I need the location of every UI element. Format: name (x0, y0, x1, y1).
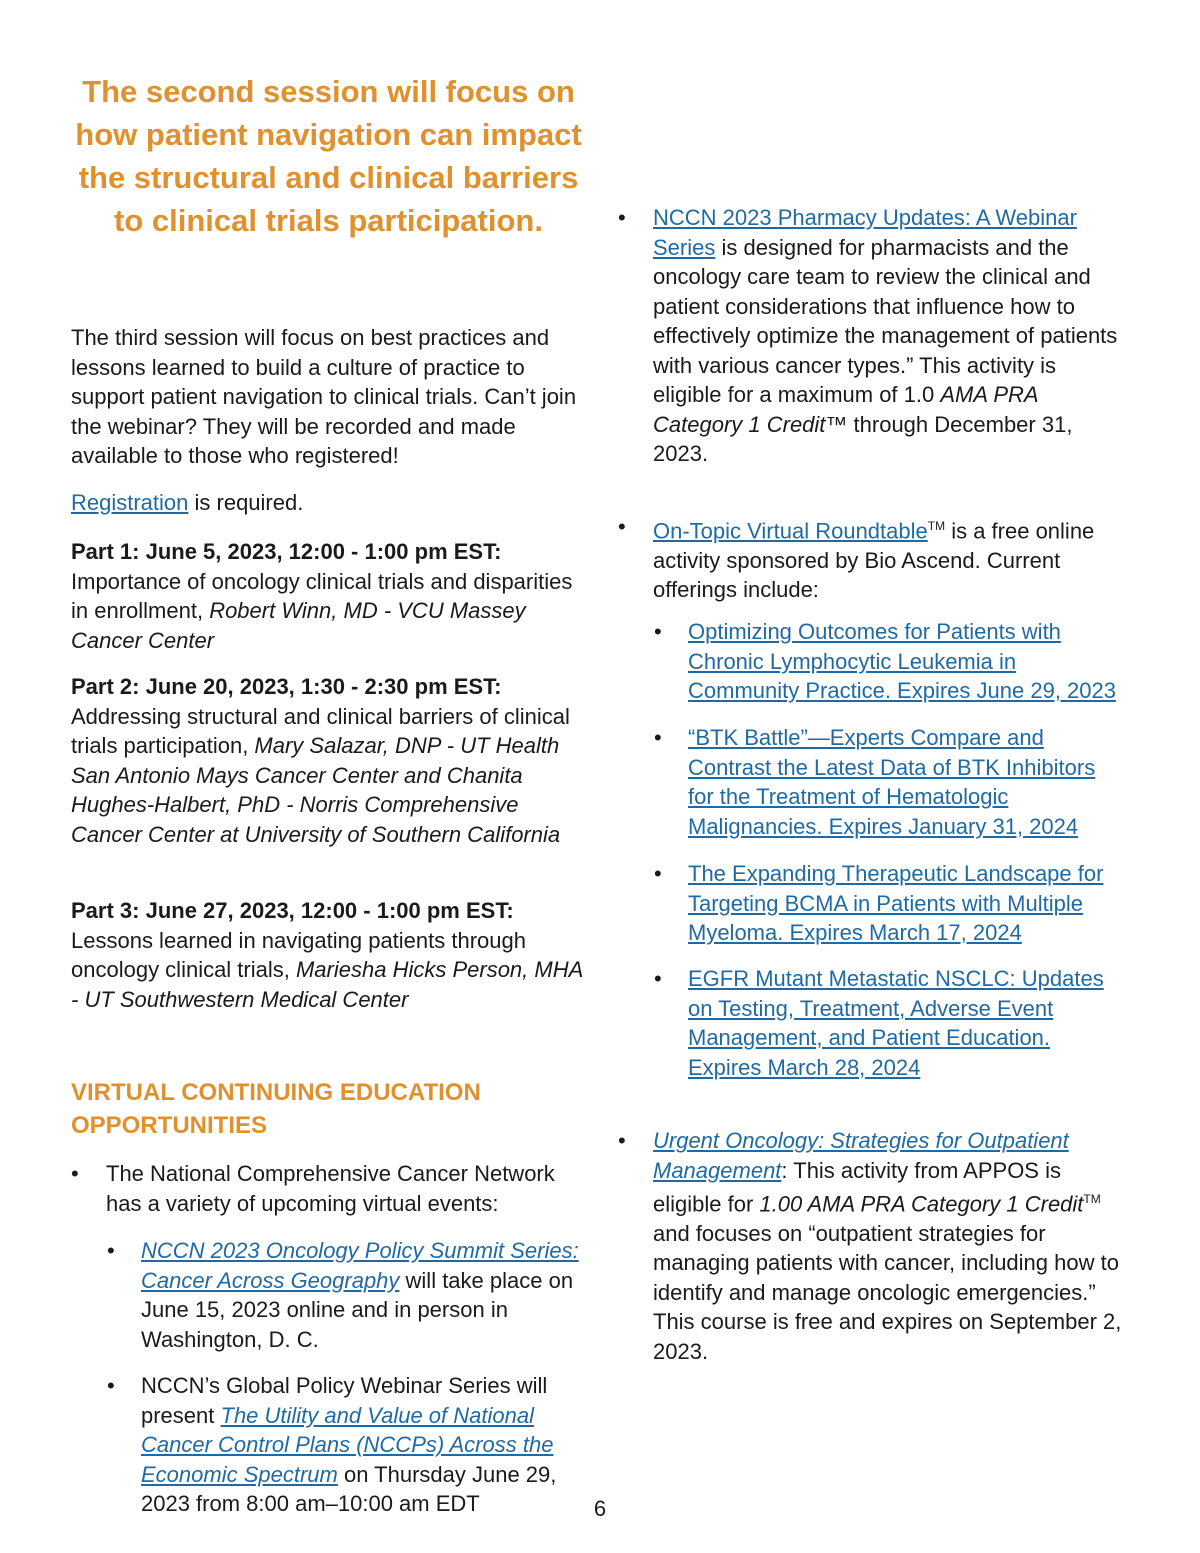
part-1-text: Importance of oncology clinical trials and disparities in enrollment, (71, 568, 573, 623)
list-item-urgent (618, 1126, 1123, 1366)
part-2 (71, 672, 586, 849)
urgent-rest-1: : This activity from APPOS is eligible for (653, 1157, 1061, 1217)
trademark-mark: TM (927, 519, 946, 533)
offering-item (654, 617, 1133, 706)
part-1-speakers: Robert Winn, MD - VCU Massey Cancer Center (71, 598, 526, 653)
list-item-pharmacy (618, 203, 1128, 469)
pharmacy-credit: AMA PRA Category 1 Credit™ (653, 382, 1038, 437)
global-rest: on Thursday June 29, 2023 from 8:00 am–10:00 am EDT (141, 1461, 557, 1516)
global-clip (141, 1400, 581, 1460)
urgent-link[interactable]: Urgent Oncology: Strategies for Outpatient Management (653, 1128, 1069, 1183)
offering-link-btk[interactable]: “BTK Battle”—Experts Compare and Contrast the Latest Data of BTK Inhibitors for the Treatment of Hematologic Malignancies. Expires January 31, 2024 (688, 725, 1096, 839)
pharmacy-link[interactable]: NCCN 2023 Pharmacy Updates: A Webinar Series (653, 205, 1077, 260)
part-2-speakers: Mary Salazar, DNP - UT Health San Antonio Mays Cancer Center and Chanita Hughes-Halbert, PhD - Norris Comprehensive Cancer Center at University of Southern California (71, 733, 561, 847)
bullet-icon: • (107, 1373, 115, 1398)
offering-link-cll[interactable]: Optimizing Outcomes for Patients with Chronic Lymphocytic Leukemia in Community Practice. Expires June 29, 2023 (688, 619, 1116, 703)
pull-quote: The second session will focus on how patient navigation can impact the structural and clinical barriers to clinical trials participation. (75, 74, 582, 238)
section-heading: VIRTUAL CONTINUING EDUCATION OPPORTUNITIES (71, 1079, 481, 1139)
bullet-icon: • (654, 966, 662, 991)
third-session-paragraph: The third session will focus on best practices and lessons learned to build a culture of practice to support patient navigation to clinical trials. Can’t join the webinar? They will be recorded and made available to those who registered! (71, 325, 577, 468)
list-item-nccn (71, 1159, 586, 1218)
trademark-mark: TM (1083, 1192, 1101, 1206)
bullet-icon: • (654, 619, 662, 644)
urgent-credit: 1.00 AMA PRA Category 1 Credit (759, 1191, 1084, 1217)
registration-link[interactable]: Registration (71, 490, 189, 515)
offering-item (654, 859, 1118, 948)
offering-item (654, 723, 1118, 841)
part-2-text: Addressing structural and clinical barriers of clinical trials participation, (71, 703, 570, 758)
offering-link-egfr[interactable]: EGFR Mutant Metastatic NSCLC: Updates on Testing, Treatment, Adverse Event Management, and Patient Education. Expires March 28, 2024 (688, 966, 1104, 1080)
page-number: 6 (593, 1496, 607, 1521)
summit-rest: will take place on June 15, 2023 online and in person in Washington, D. C. (141, 1267, 574, 1352)
part-3-text: Lessons learned in navigating patients through oncology clinical trials, (71, 927, 526, 982)
registration-line (71, 488, 303, 518)
global-pre: NCCN’s Global Policy Webinar Series will present (141, 1373, 548, 1428)
list-item-summit (107, 1236, 581, 1354)
bullet-icon: • (618, 1128, 626, 1153)
part-2-heading: Part 2: June 20, 2023, 1:30 - 2:30 pm EST: (71, 674, 502, 699)
bullet-icon: • (71, 1161, 79, 1186)
pharmacy-rest: is designed for pharmacists and the oncology care team to review the clinical and patient considerations that influence how to effectively optimize the management of patients with various cancer types.” This activity is eligible for a maximum of 1.0 (653, 234, 1118, 407)
part-3-heading: Part 3: June 27, 2023, 12:00 - 1:00 pm EST: (71, 898, 514, 923)
nccn-intro: The National Comprehensive Cancer Network has a variety of upcoming virtual events: (106, 1161, 555, 1216)
part-1-heading: Part 1: June 5, 2023, 12:00 - 1:00 pm EST: (71, 539, 502, 564)
nccp-link[interactable]: The Utility and Value of National Cancer Control Plans (NCCPs) Across the Economic Spectrum (141, 1402, 554, 1487)
pharmacy-tail: through December 31, 2023. (653, 411, 1073, 466)
bullet-icon: • (107, 1238, 115, 1263)
roundtable-rest: is a free online activity sponsored by Bio Ascend. Current offerings include: (653, 518, 1095, 603)
part-1 (71, 537, 586, 655)
urgent-rest-2: and focuses on “outpatient strategies for managing patients with cancer, including how to identify and manage oncologic emergencies.” This course is free and expires on September 2, 2023. (653, 1220, 1122, 1364)
bullet-icon: • (654, 861, 662, 886)
list-item-roundtable (618, 512, 1128, 605)
registration-rest: is required. (188, 490, 304, 515)
bullet-icon: • (618, 514, 626, 539)
offering-link-bcma[interactable]: The Expanding Therapeutic Landscape for Targeting BCMA in Patients with Multiple Myeloma. Expires March 17, 2024 (688, 861, 1104, 945)
bullet-icon: • (618, 205, 626, 230)
part-3 (71, 896, 586, 1014)
bullet-icon: • (654, 725, 662, 750)
offering-item (654, 964, 1118, 1082)
roundtable-link[interactable]: On-Topic Virtual Roundtable (653, 518, 928, 544)
part-3-speakers: Mariesha Hicks Person, MHA - UT Southwestern Medical Center (71, 957, 583, 1012)
summit-link[interactable]: NCCN 2023 Oncology Policy Summit Series: Cancer Across Geography (141, 1238, 579, 1293)
